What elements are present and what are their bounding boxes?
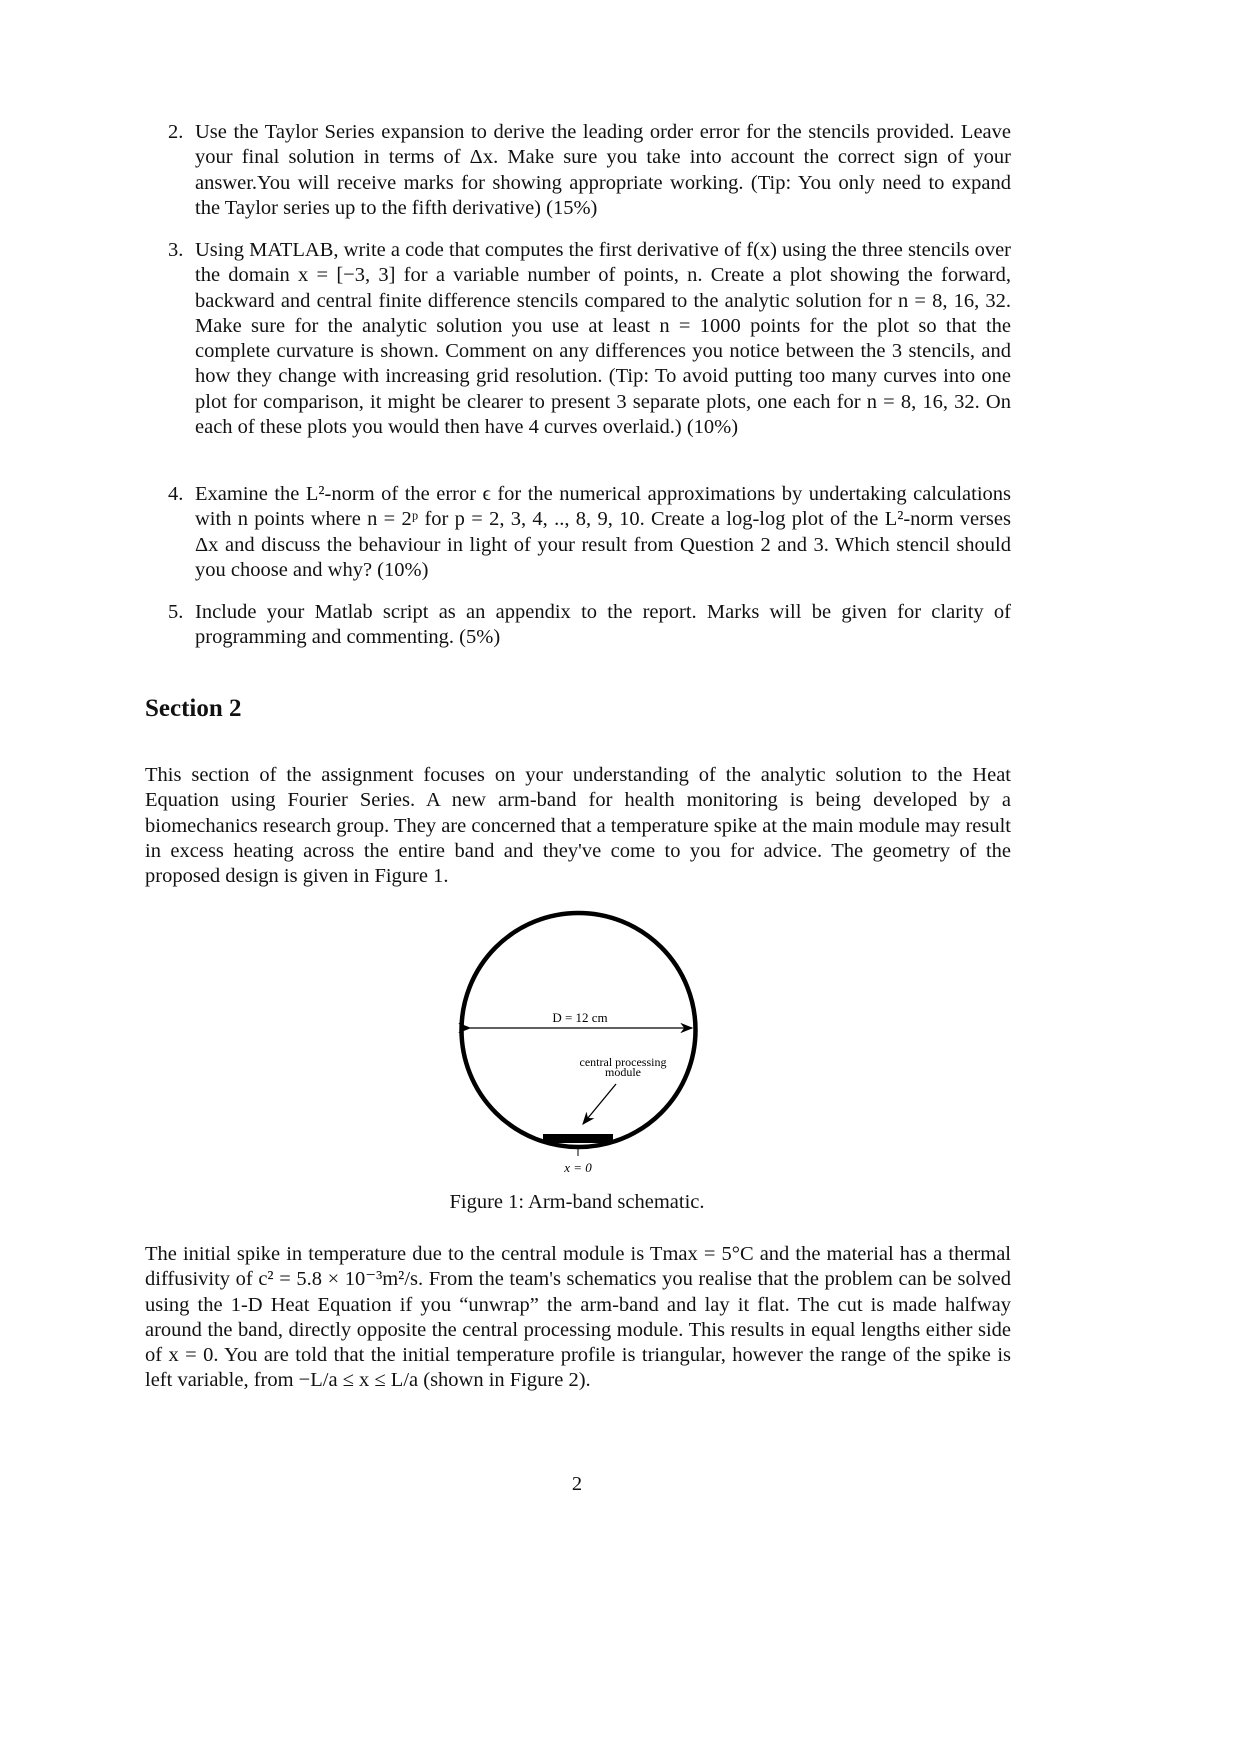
question-3 [168, 238, 1011, 440]
item-text: Examine the L²-norm of the error ϵ for the numerical approximations by undertaking calculations with n points where n = 2ᵖ for p = 2, 3, 4, .., 8, 9, 10. Create a log-log plot of the L²-norm verses Δx and discuss the behaviour in light of your result from Question 2 and 3. Which stencil should you choose and why? (10%) [195, 483, 1011, 581]
band-circle [462, 913, 696, 1147]
question-2 [168, 120, 1011, 221]
section-title: Section 2 [145, 695, 242, 722]
diameter-label: D = 12 cm [552, 1010, 608, 1025]
intro-paragraph: This section of the assignment focuses on your understanding of the analytic solution to the Heat Equation using Fourier Series. A new arm-band for health monitoring is being developed by a biomechanics research group. They are concerned that a temperature spike at the main module may result in excess heating across the entire band and they've come to you for advice. The geometry of the proposed design is given in Figure 1. [145, 764, 1011, 888]
question-4 [168, 482, 1011, 583]
module-label-line1: central processing [579, 1055, 667, 1069]
central-module [543, 1134, 613, 1143]
item-number: 2. [168, 121, 184, 143]
item-number: 4. [168, 483, 184, 505]
origin-label: x = 0 [564, 1160, 592, 1175]
item-text: Using MATLAB, write a code that computes the first derivative of f(x) using the three stencils over the domain x = [−3, 3] for a variable number of points, n. Create a plot showing the forward, backward and central finite difference stencils compared to the analytic solution for n = 8, 16, 32. Make sure for the analytic solution you use at least n = 1000 points for the plot so that the complete curvature is shown. Comment on any differences you notice between the 3 stencils, and how they change with increasing grid resolution. (Tip: To avoid putting too many curves into one plot for comparison, it might be clearer to present 3 separate plots, one each for n = 8, 16, 32. On each of these plots you would then have 4 curves overlaid.) (10%) [195, 239, 1011, 439]
page-number: 2 [571, 1473, 583, 1495]
question-5 [168, 600, 1011, 651]
item-text: Include your Matlab script as an appendix to the report. Marks will be given for clarity of programming and commenting. (5%) [195, 601, 1011, 649]
item-number: 5. [168, 601, 184, 623]
module-pointer-arrow [583, 1084, 616, 1124]
item-text: Use the Taylor Series expansion to derive the leading order error for the stencils provided. Leave your final solution in terms of Δx. Make sure you take into account the correct sign of your answer.You will receive marks for showing appropriate working. (Tip: You only need to expand the Taylor series up to the fifth derivative) (15%) [195, 121, 1011, 219]
item-number: 3. [168, 239, 184, 261]
body-paragraph: The initial spike in temperature due to the central module is Tmax = 5°C and the material has a thermal diffusivity of c² = 5.8 × 10⁻³m²/s. From the team's schematics you realise that the problem can be solved using the 1-D Heat Equation if you “unwrap” the arm-band and lay it flat. The cut is made halfway around the band, directly opposite the central processing module. This results in equal lengths either side of x = 0. You are told that the initial temperature profile is triangular, however the range of the spike is left variable, from −L/a ≤ x ≤ L/a (shown in Figure 2). [145, 1243, 1011, 1392]
module-label-line2: module [605, 1065, 641, 1079]
arm-band-schematic [440, 905, 720, 1185]
figure-caption: Figure 1: Arm-band schematic. [449, 1191, 705, 1213]
